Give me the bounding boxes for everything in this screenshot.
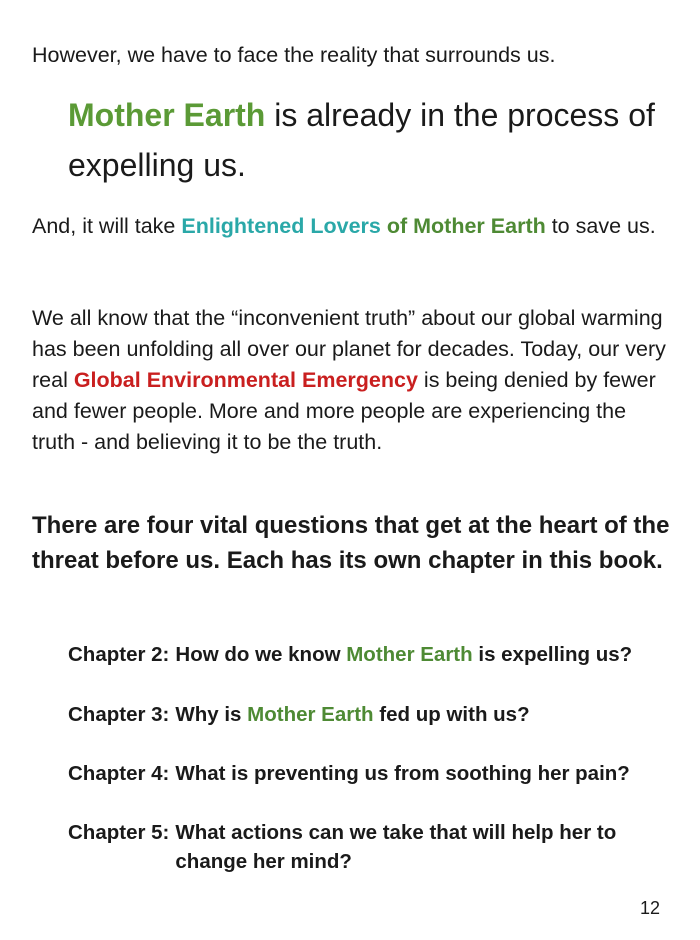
chapter-item (68, 700, 678, 729)
chapter-highlight: Mother Earth (346, 643, 473, 666)
truth-before: We all know that the “inconvenient truth” about our global warming has been unfolding all over our planet for decades. Today, our very real (32, 306, 666, 392)
page-number: 12 (639, 898, 660, 918)
chapter-label: Chapter 4: (68, 762, 170, 785)
chapter-label: Chapter 2: (68, 643, 170, 666)
chapter-highlight: Mother Earth (247, 703, 374, 726)
pull-quote (68, 90, 668, 190)
save-after: to save us. (545, 214, 656, 238)
chapter-text (169, 759, 678, 788)
chapter-text (169, 818, 678, 876)
truth-highlight-red: Global Environmental Emergency (73, 368, 418, 392)
chapter-label: Chapter 3: (68, 703, 170, 726)
chapter-item (68, 759, 678, 788)
chapter-text-before: How do we know (175, 643, 347, 666)
truth-after: is being denied by fewer and fewer people. More and more people are experiencing the truth - and believing it to be the truth. (32, 368, 656, 454)
chapter-text (169, 700, 678, 729)
quote-highlight: Mother Earth (68, 97, 266, 133)
intro-paragraph: However, we have to face the reality that surrounds us. (32, 43, 556, 67)
save-highlight-teal: Enlightened Lovers (181, 214, 381, 238)
chapter-item (68, 818, 678, 876)
quote-text: is already in the process of expelling us. (68, 97, 655, 183)
chapter-text (169, 640, 678, 669)
chapter-text-before: Why is (175, 703, 248, 726)
chapter-text-after: is expelling us? (472, 643, 633, 666)
save-before: And, it will take (32, 214, 182, 238)
chapter-text-before: What actions can we take that will help her to change her mind? (175, 821, 617, 873)
questions-heading: There are four vital questions that get at the heart of the threat before us. Each has its own chapter in this book. (32, 512, 670, 574)
truth-paragraph (32, 303, 672, 458)
chapter-label: Chapter 5: (68, 821, 170, 844)
save-paragraph (32, 211, 672, 242)
save-highlight-green: Mother Earth (413, 214, 546, 238)
chapter-text-before: What is preventing us from soothing her pain? (175, 762, 630, 785)
chapter-item (68, 640, 678, 669)
save-highlight-of: of (380, 214, 414, 238)
chapter-text-after: fed up with us? (373, 703, 530, 726)
